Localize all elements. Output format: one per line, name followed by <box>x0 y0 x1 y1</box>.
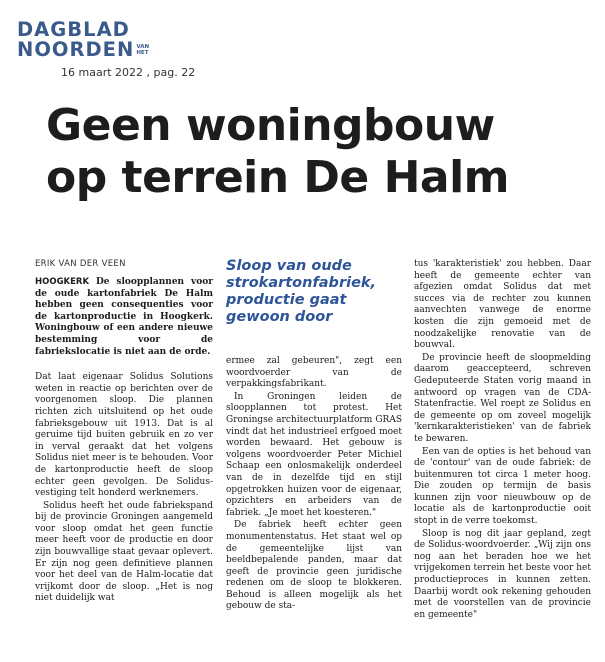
paragraph: Dat laat eigenaar Solidus Solutions weten in reactie op berichten over de voorgenomen sloop. Die plannen richten zich uitsluitend op het oude fabrieksgebouw uit 1913. Dat is al geruime tijd buiten gebruik en zo ver in verval geraakt dat het volgens Solidus niet meer is te behouden. Voor de kartonproductie heeft de sloop echter geen gevolgen. De Solidus-vestiging telt honderd werknemers. <box>35 372 213 499</box>
lead-text: De sloopplannen voor de oude kartonfabriek De Halm hebben geen consequenties voor de kartonproductie in Hoogkerk. Woningbouw of een andere nieuwe bestemming voor de fabriekslocatie is niet aan de orde. <box>35 277 213 357</box>
lead-paragraph <box>35 277 213 358</box>
masthead-logo <box>17 20 149 60</box>
masthead-sub-2: HET <box>136 50 149 56</box>
paragraph: De provincie heeft de sloopmelding daarom geaccepteerd, schreven Gedeputeerde Staten vorig maand in antwoord op vragen van de CDA-Statenfractie. Wel roept ze Solidus en de gemeente op om zoveel mogelijk 'kernkarakteristieken' van de fabriek te bewaren. <box>414 352 591 444</box>
headline-line-2: op terrein De Halm <box>46 152 510 203</box>
column-2 <box>226 356 402 614</box>
column-3 <box>414 259 591 622</box>
dateline: 16 maart 2022 , pag. 22 <box>61 66 196 79</box>
paragraph: Solidus heeft het oude fabriekspand bij de provincie Groningen aangemeld voor sloop omdat het geen functie meer heeft voor de productie en door zijn bouwvallige staat gevaar oplevert. Er zijn nog geen definitieve plannen voor het deel van de Halm-locatie dat vrijkomt door de sloop. „Het is nog niet duidelijk wat <box>35 500 213 604</box>
byline: ERIK VAN DER VEEN <box>35 259 126 269</box>
column-1 <box>35 277 213 606</box>
paragraph: ermee zal gebeuren", zegt een woordvoerder van de verpakkingsfabrikant. <box>226 356 402 390</box>
masthead-sub-1: VAN <box>136 44 150 50</box>
paragraph: Sloop is nog dit jaar gepland, zegt de Solidus-woordvoerder. „Wij zijn ons nog aan het beraden hoe we het vrijgekomen terrein het beste voor het productieproces in kunnen zetten. Daarbij wordt ook rekening gehouden met de voorstellen van de provincie en gemeente" <box>414 528 591 620</box>
paragraph: tus 'karakteristiek' zou hebben. Daar heeft de gemeente echter van afgezien omdat Solidus dat met succes via de rechter zou kunnen aanvechten vanwege de enorme kosten die zijn gemoeid met de noodzakelijke renovatie van de bouwval. <box>414 259 591 351</box>
intro-subheadline: Sloop van oude strokartonfabriek, productie gaat gewoon door <box>226 258 377 325</box>
lead-kicker: HOOGKERK <box>35 277 90 287</box>
masthead-line-2: NOORDEN <box>17 38 135 61</box>
masthead-sub <box>136 44 149 56</box>
paragraph: Een van de opties is het behoud van de 'contour' van de oude fabriek: de buitenmuren tot circa 1 meter hoog. Die zouden op termijn de basis kunnen zijn voor nieuwbouw op de locatie als de kartonproductie ooit stopt in de verre toekomst. <box>414 446 591 527</box>
paragraph: In Groningen leiden de sloopplannen tot protest. Het Groningse architectuurplatform GRAS vindt dat het industrieel erfgoed moet worden bewaard. Het gebouw is volgens woordvoerder Peter Michiel Schaap een onlosmakelijk onderdeel van de in dezelfde tijd en stijl opgetrokken huizen voor de eigenaar, opzichters en arbeiders van de fabriek. „Je moet het koesteren." <box>226 391 402 518</box>
headline-line-1: Geen woningbouw <box>46 100 495 151</box>
headline <box>46 100 586 204</box>
masthead-line-1: DAGBLAD <box>17 18 130 41</box>
paragraph: De fabriek heeft echter geen monumentenstatus. Het staat wel op de gemeentelijke lijst van beeldbepalende panden, maar dat geeft de provincie geen juridische redenen om de sloop te blokkeren. Behoud is alleen mogelijk als het gebouw de sta- <box>226 520 402 612</box>
